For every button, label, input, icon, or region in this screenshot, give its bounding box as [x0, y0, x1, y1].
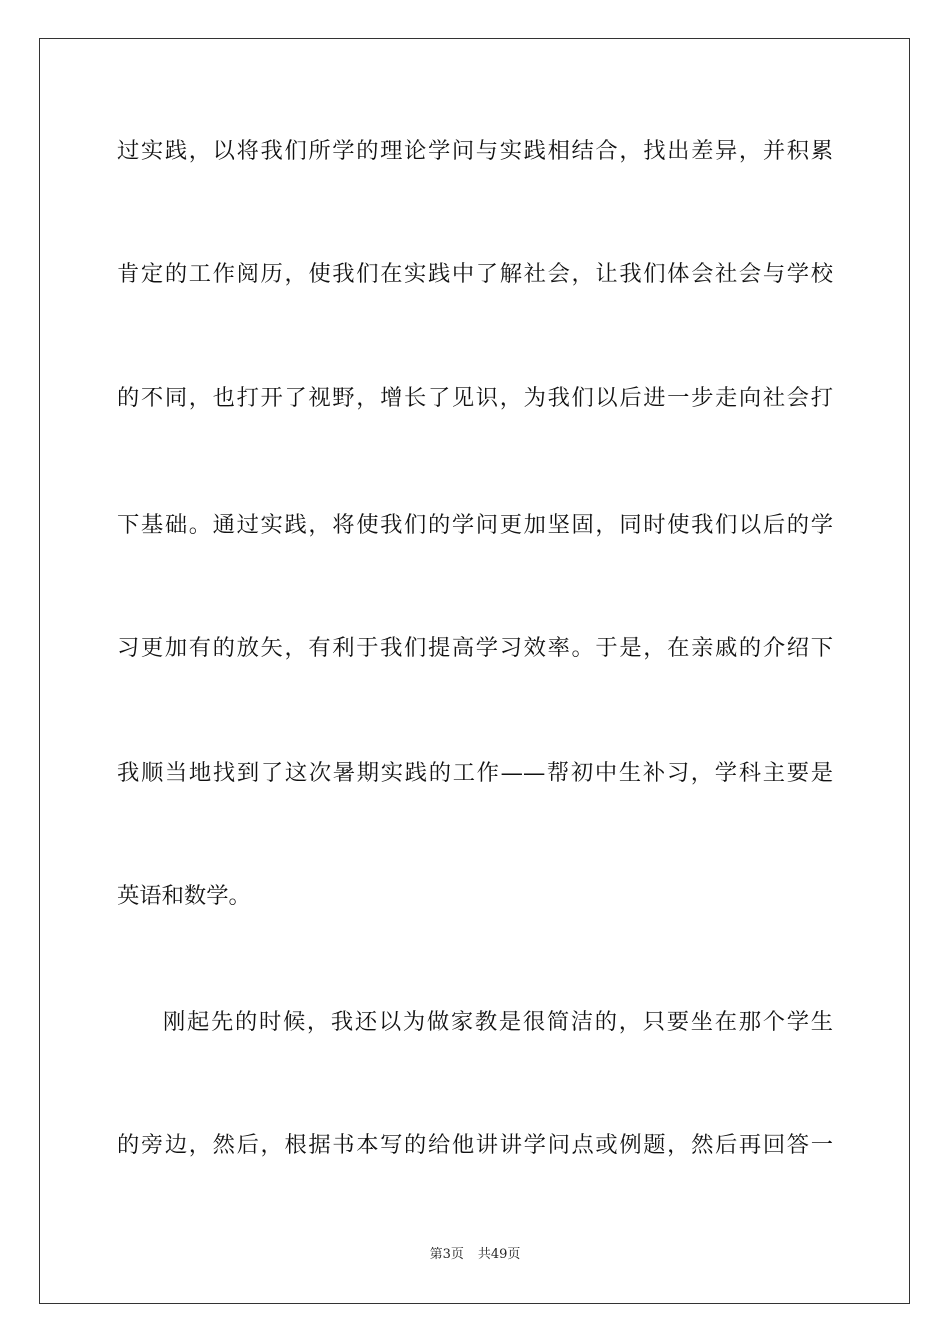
page-number: 第3页 [429, 1247, 464, 1262]
paragraph-line: 下基础。通过实践，将使我们的学问更加坚固，同时使我们以后的学 [117, 512, 833, 538]
paragraph-line: 过实践，以将我们所学的理论学问与实践相结合，找出差异，并积累 [117, 138, 833, 164]
total-pages: 共49页 [477, 1247, 521, 1262]
paragraph-line: 的不同，也打开了视野，增长了见识，为我们以后进一步走向社会打 [117, 385, 833, 411]
paragraph-line: 我顺当地找到了这次暑期实践的工作——帮初中生补习，学科主要是 [117, 760, 833, 786]
paragraph-line: 英语和数学。 [117, 883, 251, 909]
page-footer [0, 1246, 950, 1264]
paragraph-line: 刚起先的时候，我还以为做家教是很简洁的，只要坐在那个学生 [163, 1009, 833, 1035]
paragraph-line: 习更加有的放矢，有利于我们提高学习效率。于是，在亲戚的介绍下 [117, 635, 833, 661]
paragraph-line: 肯定的工作阅历，使我们在实践中了解社会，让我们体会社会与学校 [117, 261, 833, 287]
page-border [39, 38, 910, 1304]
paragraph-line: 的旁边，然后，根据书本写的给他讲讲学问点或例题，然后再回答一 [117, 1132, 833, 1158]
